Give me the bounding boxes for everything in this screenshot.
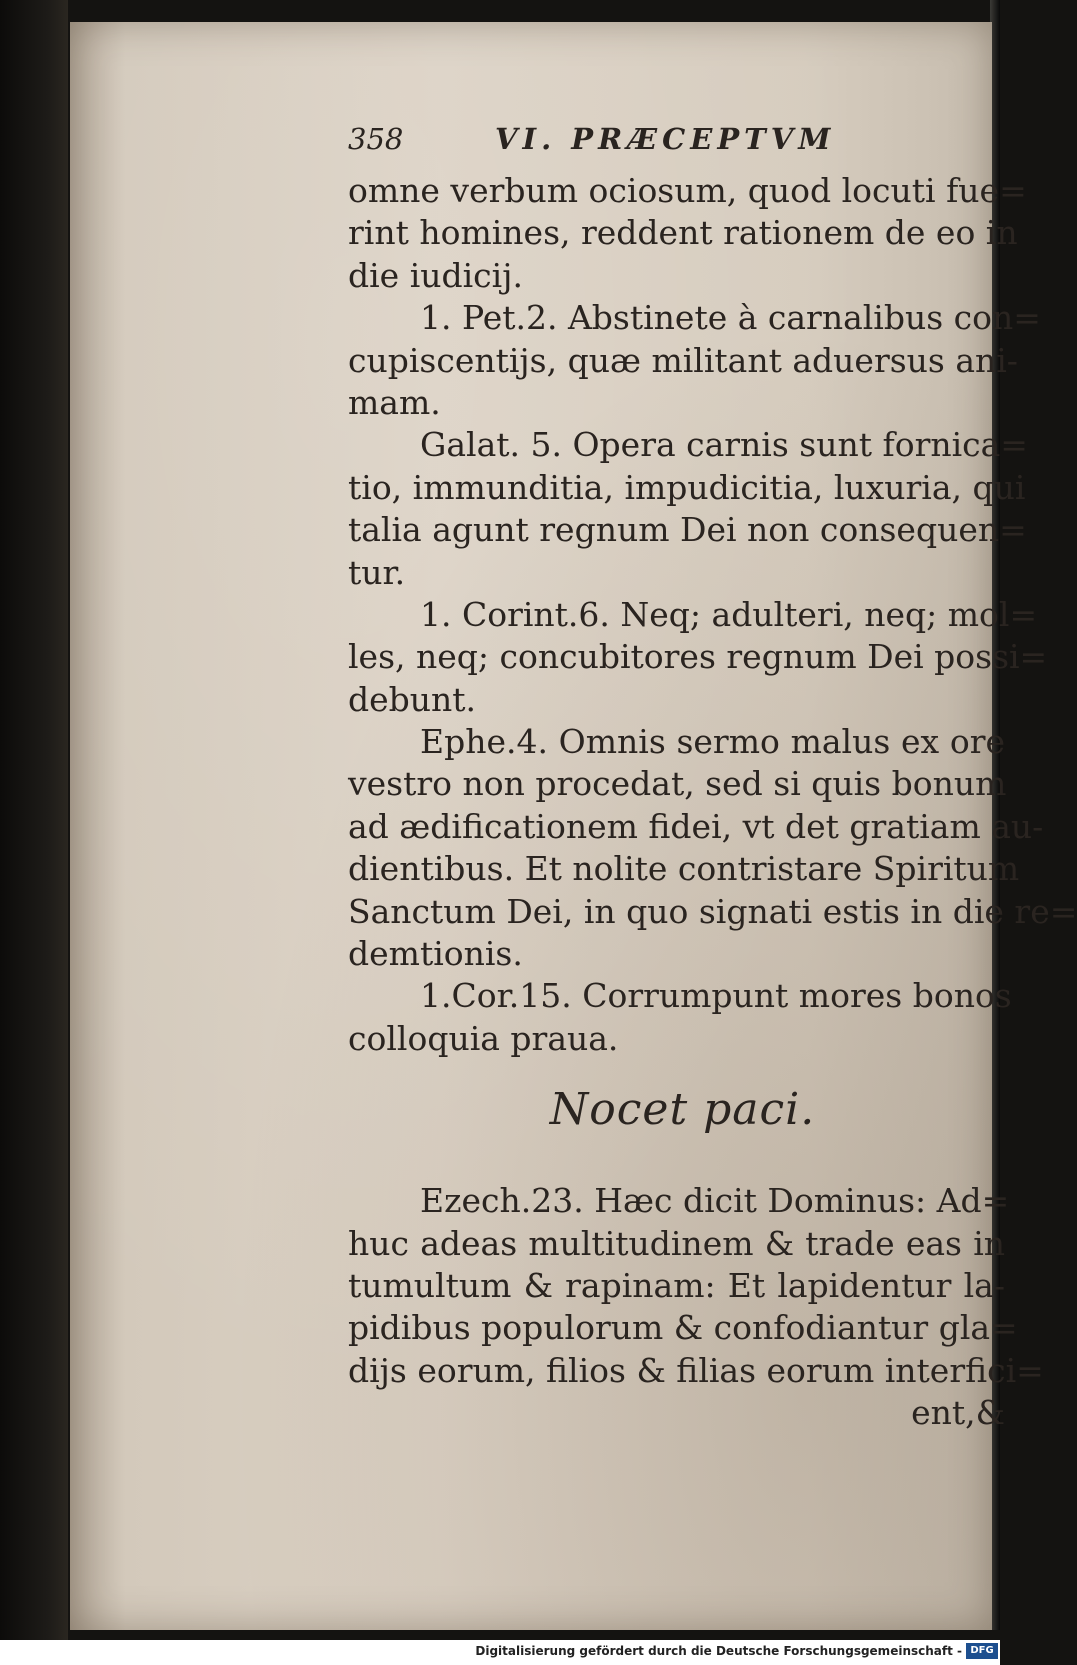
text-line: ad ædificationem fidei, vt det gratiam au- (348, 806, 1044, 846)
text-line: 1.Cor.15. Corrumpunt mores bonos (420, 976, 1012, 1016)
text-lines-lower (280, 1180, 1044, 1392)
text-line: dijs eorum, filios & filias eorum interfici= (348, 1350, 1044, 1390)
text-line: talia agunt regnum Dei non consequen= (348, 510, 1027, 550)
text-line: Ezech.23. Hæc dicit Dominus: Ad= (420, 1181, 1010, 1221)
text-line: colloquia praua. (348, 1018, 619, 1058)
text-line: pidibus populorum & confodiantur gla= (348, 1308, 1018, 1348)
text-lines-upper (280, 170, 1077, 1060)
funding-credit: Digitalisierung gefördert durch die Deutsche Forschungsgemeinschaft - (475, 1644, 962, 1658)
text-line: cupiscentijs, quæ militant aduersus ani- (348, 340, 1018, 380)
text-line: omne verbum ociosum, quod locuti fue= (348, 171, 1027, 210)
text-line: rint homines, reddent rationem de eo in (348, 213, 1018, 253)
text-line: tur. (348, 552, 406, 592)
page-number: 358 (348, 122, 404, 156)
digitization-footer (0, 1640, 1000, 1665)
text-line: huc adeas multitudinem & trade eas in (348, 1223, 1005, 1263)
book-page (70, 22, 1077, 1630)
spacer (280, 1160, 1005, 1180)
book-spine-shadow (0, 0, 68, 1665)
text-block (280, 122, 1077, 1435)
catchword: ent,& (911, 1393, 1005, 1433)
text-line: tumultum & rapinam: Et lapidentur la- (348, 1265, 1005, 1305)
text-line: les, neq; concubitores regnum Dei possi= (348, 637, 1048, 677)
spacer (280, 162, 1005, 170)
text-line: 1. Corint.6. Neq; adulteri, neq; mol= (420, 594, 1038, 634)
text-line: mam. (348, 382, 441, 422)
text-line: Galat. 5. Opera carnis sunt fornica= (420, 425, 1028, 465)
section-heading: Nocet paci. (549, 1084, 816, 1136)
text-line: Ephe.4. Omnis sermo malus ex ore (420, 722, 1005, 762)
running-head (280, 122, 1005, 162)
text-line: die iudicij. (348, 255, 523, 295)
dfg-logo: DFG (966, 1643, 998, 1659)
text-line: 1. Pet.2. Abstinete à carnalibus con= (420, 298, 1041, 338)
text-line: dientibus. Et nolite contristare Spiritum (348, 849, 1020, 889)
text-line: demtionis. (348, 934, 523, 974)
text-line: debunt. (348, 679, 477, 719)
text-line: tio, immunditia, impudicitia, luxuria, qui (348, 467, 1026, 507)
text-line: Sanctum Dei, in quo signati estis in die re= (348, 891, 1077, 931)
text-line: vestro non procedat, sed si quis bonum (348, 764, 1007, 804)
running-title: VI. PRÆCEPTVM (495, 122, 836, 156)
